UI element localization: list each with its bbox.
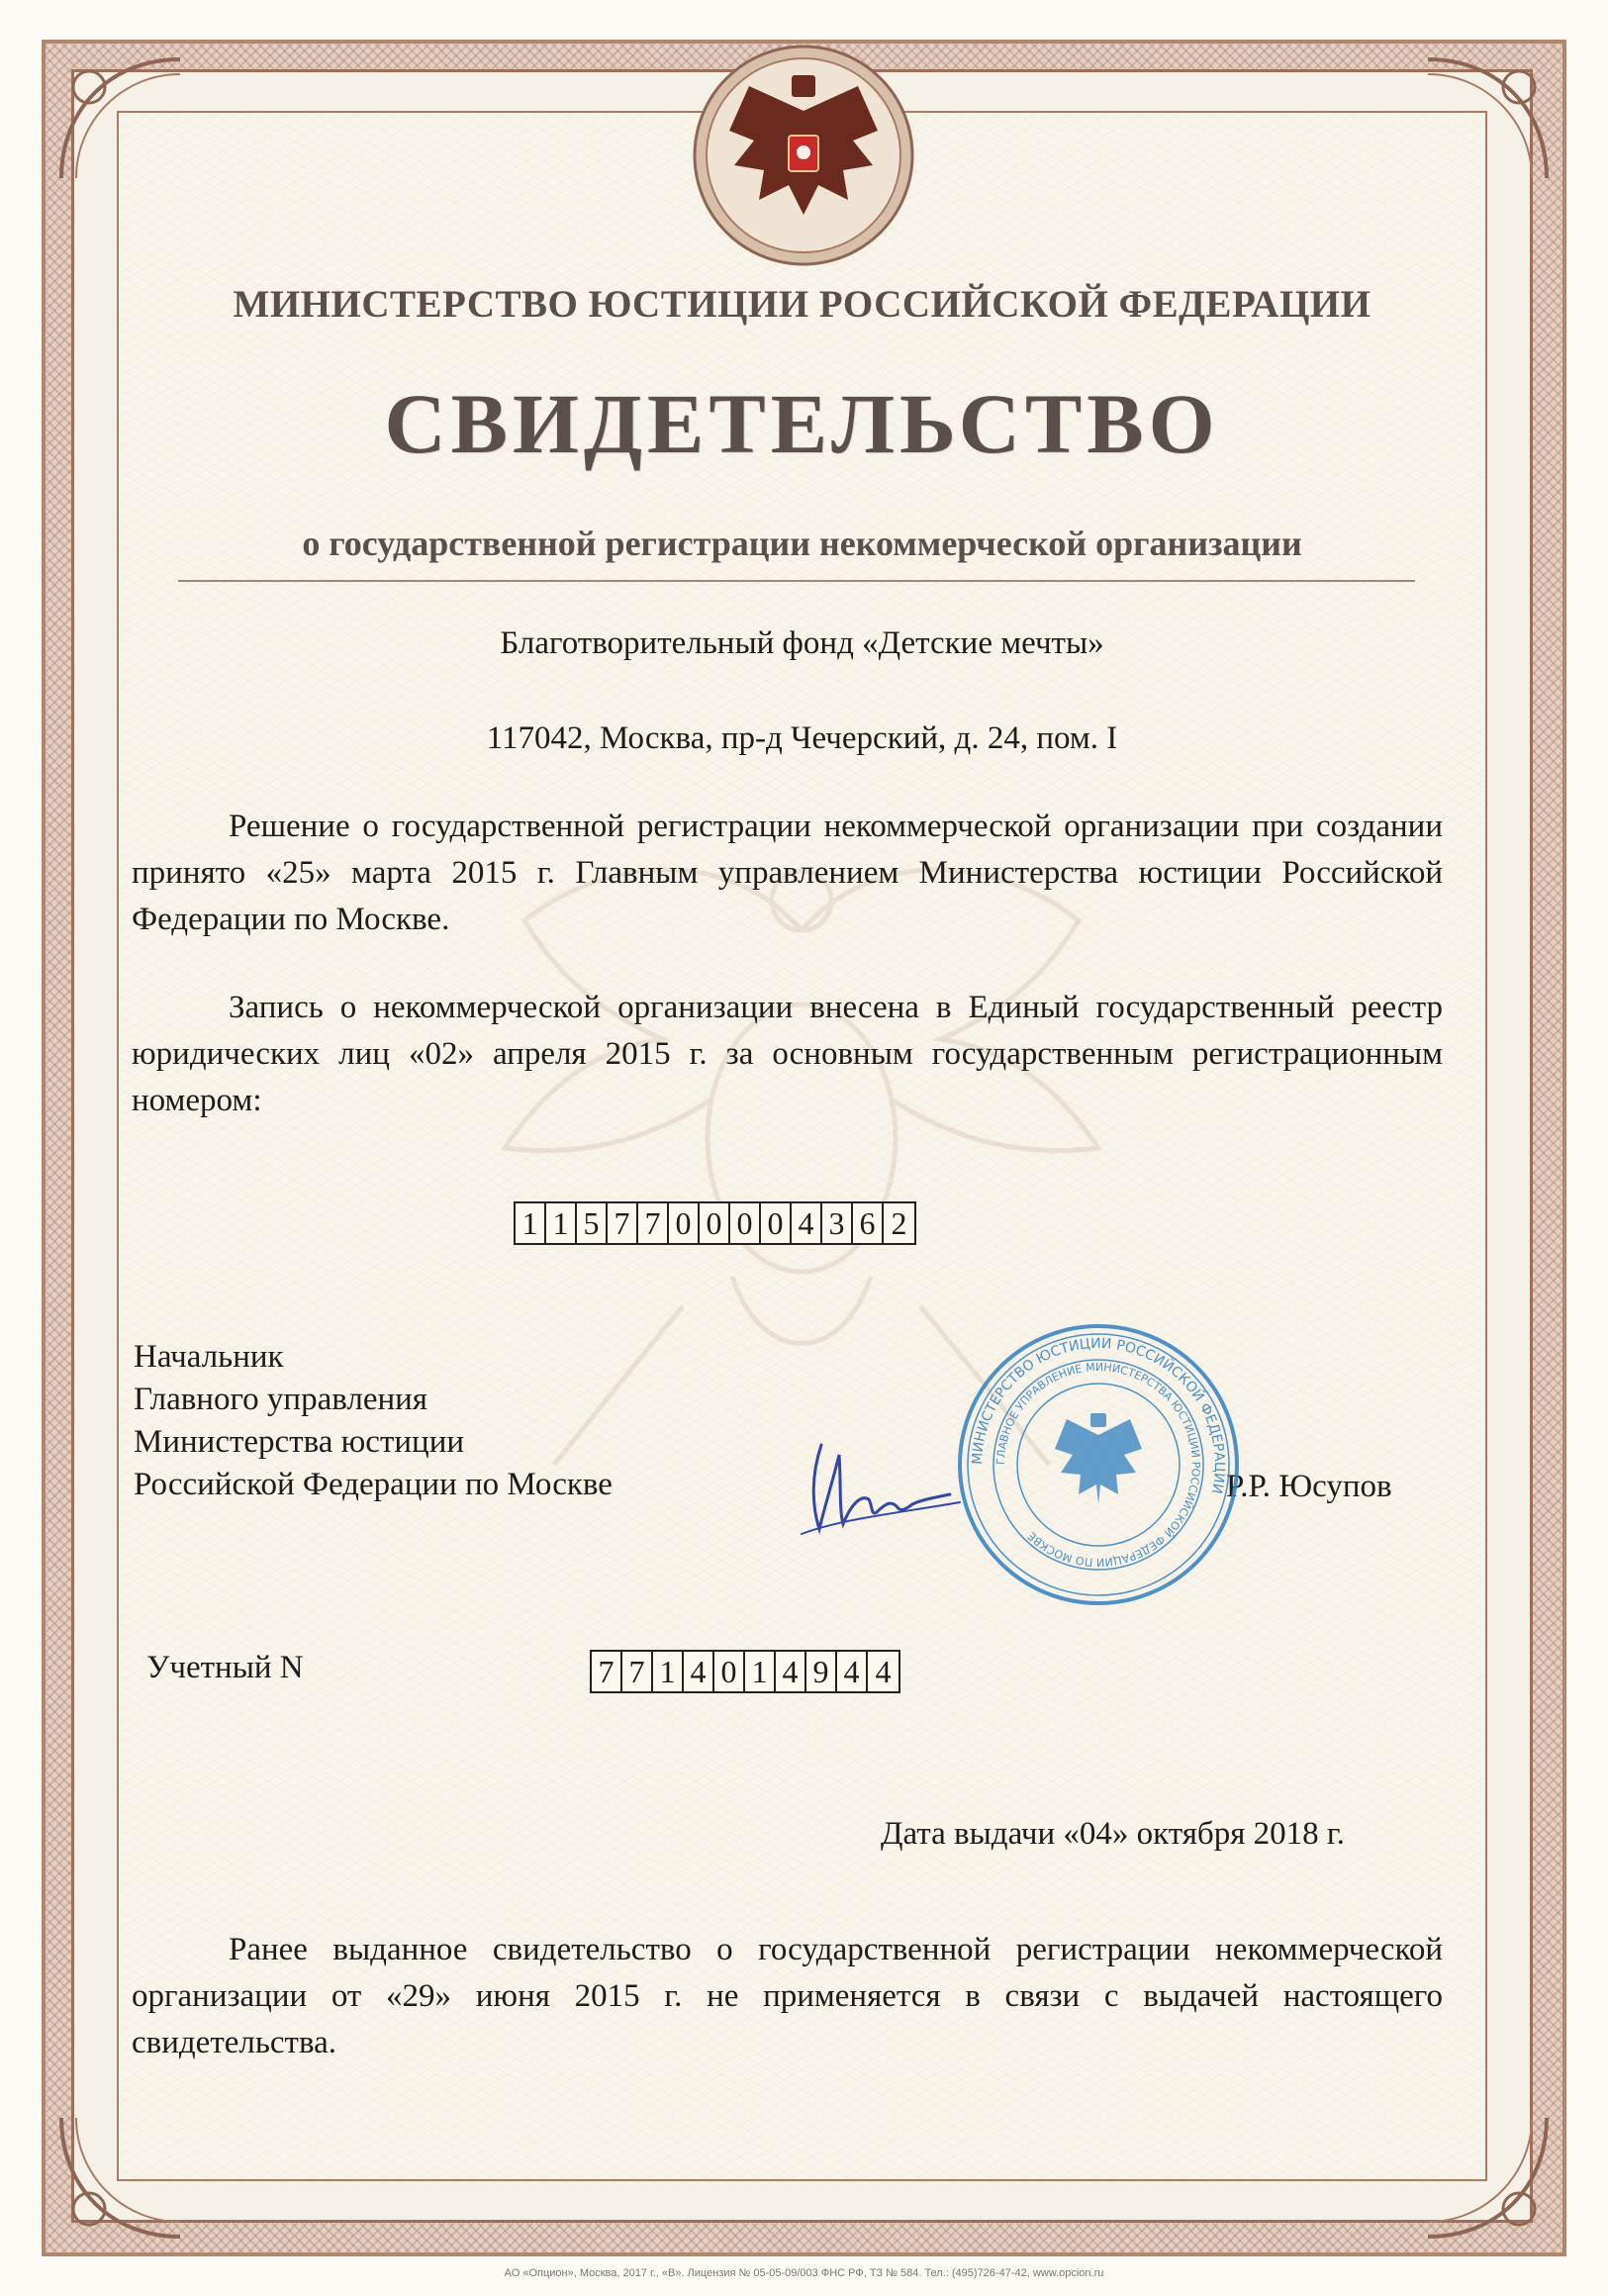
registry-entry-text: Запись о некоммерческой организации внесена в Единый государственный реестр юридических лиц «02» апреля 2015 г. за основным государственным регистрационным номером: bbox=[132, 990, 1443, 1118]
registration-decision-text: Решение о государственной регистрации некоммерческой организации при создании принято «25» марта 2015 г. Главным управлением Министерства юстиции Российской Федерации по Москве. bbox=[132, 809, 1443, 937]
account-digit: 7 bbox=[592, 1652, 622, 1691]
ogrn-digit: 1 bbox=[546, 1203, 577, 1243]
document-subtitle: о государственной регистрации некоммерческой организации bbox=[302, 524, 1302, 563]
ogrn-digit: 0 bbox=[761, 1203, 792, 1243]
account-digit: 9 bbox=[806, 1652, 837, 1691]
ogrn-digit: 0 bbox=[730, 1203, 761, 1243]
signatory-line: Начальник bbox=[134, 1339, 284, 1375]
ogrn-digit: 2 bbox=[891, 1205, 907, 1241]
ogrn-digit: 6 bbox=[853, 1203, 884, 1243]
account-number-label: Учетный N bbox=[146, 1650, 304, 1685]
ogrn-digit: 1 bbox=[516, 1203, 546, 1243]
account-digit: 4 bbox=[684, 1652, 714, 1691]
ogrn-digit: 7 bbox=[608, 1203, 638, 1243]
account-digit: 4 bbox=[875, 1654, 892, 1689]
signatory-line: Российской Федерации по Москве bbox=[134, 1467, 613, 1502]
account-digit: 4 bbox=[837, 1652, 868, 1691]
ogrn-digit: 0 bbox=[700, 1203, 730, 1243]
account-digit: 7 bbox=[622, 1652, 653, 1691]
signatory-line: Главного управления bbox=[134, 1382, 427, 1417]
subtitle-underline bbox=[178, 580, 1415, 582]
account-digit: 4 bbox=[776, 1652, 806, 1691]
registration-decision bbox=[132, 804, 1443, 943]
account-digit: 1 bbox=[745, 1652, 776, 1691]
account-number bbox=[590, 1650, 900, 1693]
prior-certificate-note bbox=[132, 1927, 1443, 2066]
stamp-outer-text: МИНИСТЕРСТВО ЮСТИЦИИ РОССИЙСКОЙ ФЕДЕРАЦИИ bbox=[969, 1335, 1228, 1495]
corner-ornament-icon bbox=[51, 49, 190, 188]
official-seal-icon bbox=[950, 1316, 1247, 1613]
ogrn-digit: 0 bbox=[669, 1203, 700, 1243]
document-title: СВИДЕТЕЛЬСТВО bbox=[384, 376, 1220, 471]
signatory-name: Р.Р. Юсупов bbox=[1226, 1469, 1392, 1504]
account-digit: 0 bbox=[714, 1652, 745, 1691]
organization-name: Благотворительный фонд «Детские мечты» bbox=[500, 625, 1104, 661]
ministry-heading: МИНИСТЕРСТВО ЮСТИЦИИ РОССИЙСКОЙ ФЕДЕРАЦИИ bbox=[233, 283, 1372, 326]
issue-date: Дата выдачи «04» октября 2018 г. bbox=[881, 1816, 1345, 1852]
corner-ornament-icon bbox=[1418, 2108, 1557, 2247]
ogrn-digit: 7 bbox=[638, 1203, 669, 1243]
signatory-position bbox=[134, 1336, 613, 1506]
corner-ornament-icon bbox=[1418, 49, 1557, 188]
prior-certificate-note-text: Ранее выданное свидетельство о государственной регистрации некоммерческой организации от «29» июня 2015 г. не применяется в связи с выдачей настоящего свидетельства. bbox=[132, 1932, 1443, 2060]
ogrn-digit: 5 bbox=[577, 1203, 608, 1243]
account-digit: 1 bbox=[653, 1652, 684, 1691]
ogrn-digit: 3 bbox=[822, 1203, 853, 1243]
ogrn-number bbox=[514, 1201, 916, 1245]
registry-entry bbox=[132, 985, 1443, 1124]
corner-ornament-icon bbox=[51, 2108, 190, 2247]
signatory-line: Министерства юстиции bbox=[134, 1424, 465, 1460]
organization-address: 117042, Москва, пр-д Чечерский, д. 24, пом. I bbox=[486, 720, 1118, 756]
printer-imprint: АО «Опцион», Москва, 2017 г., «В». Лицензия № 05-05-09/003 ФНС РФ, ТЗ № 584. Тел.: (495)726-47-42, www.opcion.ru bbox=[504, 2267, 1104, 2279]
ogrn-digit: 4 bbox=[792, 1203, 822, 1243]
coat-of-arms-icon bbox=[690, 42, 917, 269]
stamp-inner-text: ГЛАВНОЕ УПРАВЛЕНИЕ МИНИСТЕРСТВА ЮСТИЦИИ РОССИЙСКОЙ ФЕДЕРАЦИИ ПО МОСКВЕ bbox=[993, 1360, 1203, 1570]
